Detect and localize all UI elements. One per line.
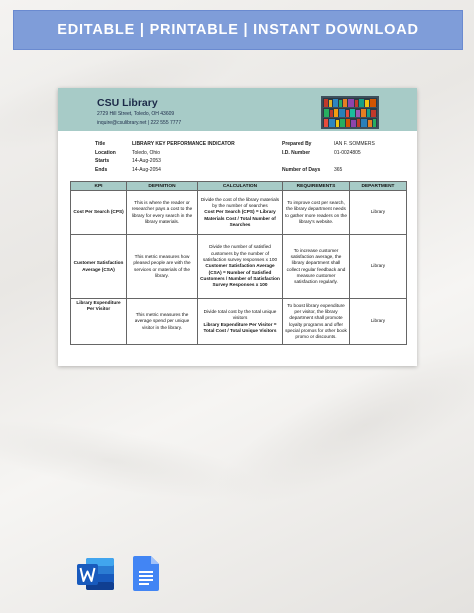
meta-value: IAN F. SOMMERS bbox=[334, 141, 375, 147]
meta-label: Title bbox=[95, 141, 106, 147]
calculation-formula: Cost Per Search (CPS) = Library Materials Cost / Total Number of Searches bbox=[204, 209, 276, 227]
table-row bbox=[71, 191, 407, 235]
promo-banner: EDITABLE | PRINTABLE | INSTANT DOWNLOAD bbox=[13, 10, 463, 50]
meta-label: Number of Days bbox=[282, 166, 321, 173]
meta-label: Starts bbox=[95, 158, 110, 164]
column-header: CALCULATION bbox=[198, 182, 283, 191]
meta-labels-left bbox=[95, 140, 116, 174]
calculation-text: Divide the number of satisfied customers by the number of satisfaction survey responses x 100 bbox=[202, 244, 278, 263]
meta-label: Location bbox=[95, 149, 116, 156]
calculation-cell bbox=[198, 191, 283, 235]
calculation-formula: Library Expenditure Per Visitor = Total Cost / Total Unique Visitors bbox=[203, 321, 277, 333]
calculation-text: Divide the cost of the library materials by the number of searches bbox=[200, 196, 280, 209]
definition-cell: This metric measures the average spend per unique visitor in the library. bbox=[127, 299, 198, 345]
department-cell: Library bbox=[350, 191, 407, 235]
document-preview bbox=[58, 88, 417, 366]
meta-value: 14-Aug-2053 bbox=[132, 158, 161, 164]
column-header: REQUIREMENTS bbox=[283, 182, 350, 191]
definition-cell: This metric measures how pleased people are with the services or materials of the library. bbox=[127, 235, 198, 299]
requirements-cell: To improve cost per search, the library department needs to gather more readers on the library's website. bbox=[283, 191, 350, 235]
meta-value: 14-Aug-2054 bbox=[132, 166, 161, 173]
kpi-cell: Cost Per Search (CPS) bbox=[71, 191, 127, 235]
requirements-cell: To increase customer satisfaction average, the library department shall collect regular feedback and measure customer satisfaction regularly. bbox=[283, 235, 350, 299]
definition-cell: This is where the reader or researcher pays a cost to the library for every search in the library materials. bbox=[127, 191, 198, 235]
word-icon bbox=[76, 557, 116, 591]
calculation-cell bbox=[198, 299, 283, 345]
column-header: DEPARTMENT bbox=[350, 182, 407, 191]
meta-labels-right bbox=[282, 140, 320, 174]
kpi-table bbox=[70, 181, 407, 345]
meta-value: LIBRARY KEY PERFORMANCE INDICATOR bbox=[132, 141, 235, 147]
column-header: DEFINITION bbox=[127, 182, 198, 191]
google-docs-icon bbox=[133, 556, 159, 591]
organization-address: 2729 Hill Street, Toledo, OH 43609 bbox=[97, 111, 175, 117]
meta-label: Prepared By bbox=[282, 141, 312, 147]
requirements-cell: To boost library expenditure per visitor, the library department shall promote loyalty programs and offer special promos for other book promo or discounts. bbox=[283, 299, 350, 345]
organization-contact: inquire@csulibrary.net | 222 555 7777 bbox=[97, 120, 182, 126]
column-header: KPI bbox=[71, 182, 127, 191]
calculation-formula: Customer Satisfaction Average (CSA) = Number of Satisfied Customers / Number of Satisfaction Survey Responses x 100 bbox=[200, 263, 280, 288]
kpi-cell: Library Expenditure Per Visitor bbox=[71, 299, 127, 345]
calculation-cell bbox=[198, 235, 283, 299]
kpi-cell: Customer Satisfaction Average (CSA) bbox=[71, 235, 127, 299]
table-row bbox=[71, 299, 407, 345]
department-cell: Library bbox=[350, 235, 407, 299]
calculation-text: Divide total cost by the total unique visitors bbox=[203, 308, 277, 321]
document-header bbox=[58, 88, 417, 131]
organization-name: CSU Library bbox=[97, 97, 158, 109]
bookshelf-illustration bbox=[321, 96, 379, 129]
department-cell: Library bbox=[350, 299, 407, 345]
meta-value: 01-0024805 bbox=[334, 149, 361, 156]
meta-label: I.D. Number bbox=[282, 149, 311, 156]
table-row bbox=[71, 235, 407, 299]
meta-value: Toledo, Ohio bbox=[132, 149, 161, 156]
meta-label: Ends bbox=[95, 166, 108, 173]
table-header-row bbox=[71, 182, 407, 191]
meta-values-left bbox=[132, 140, 235, 174]
meta-value: 365 bbox=[334, 166, 343, 173]
meta-values-right bbox=[334, 140, 375, 174]
